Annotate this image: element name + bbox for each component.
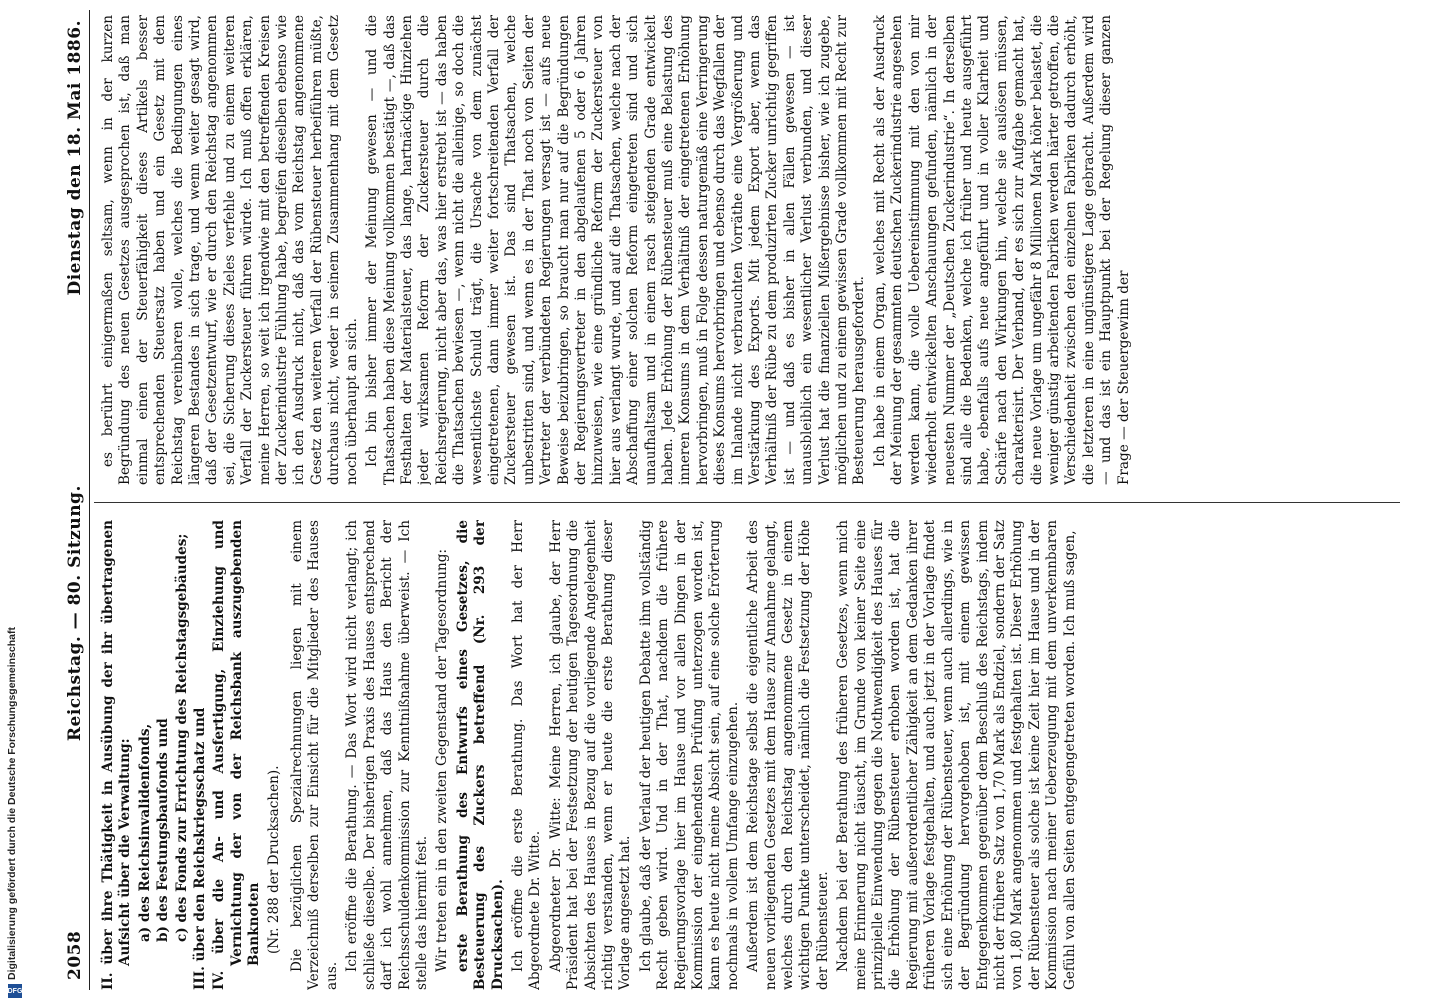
column-divider xyxy=(94,502,1400,503)
agenda-item-3: III. über den Reichskriegsschatz und xyxy=(192,707,209,990)
digitization-credit xyxy=(2,600,28,1000)
agenda-sub-c: c) des Fonds zur Errichtung des Reichstagsgebäudes; xyxy=(173,533,190,942)
paragraph: Ich eröffne die Berathung. — Das Wort wird nicht verlangt; ich schließe dieselbe. Der bisherigen Praxis des Hauses entsprechend darf ich wohl annehmen, daß das Haus den Bericht der Reichsschuldenkommission zur Kenntnißnahme überweist. — Ich stelle das hiermit fest. xyxy=(344,520,430,990)
credit-text: Digitalisierung gefördert durch die Deutsche Forschungsgemeinschaft xyxy=(6,627,18,980)
paragraph: Ich habe in einem Organ, welches mit Recht als der Ausdruck der Meinung der gesammten deutschen Zuckerindustrie angesehen werden kann, die volle Uebereinstimmung mit den von mir wiederholt entwickelten Anschauungen gefunden, nämlich in der neuesten Nummer der „Deutschen Zuckerindustrie“. In derselben sind alle die Bedenken, welche ich früher und heute ausgeführt habe, ebenfalls aufs neue angeführt und in voller Klarheit und Schärfe nach den Wirkungen hin, welche sie auslösen müssen, charakterisirt. Der Verband, der es sich zur Aufgabe gemacht hat, die neue Vorlage um ungefähr 8 Millionen Mark höher belastet, die weniger günstig arbeitenden Fabriken werden härter getroffen, die Verschiedenheit zwischen den einzelnen Fabriken dadurch erhöht, die letzteren in eine ungünstigere Lage gebracht. Außerdem wird — und das ist ein Hauptpunkt bei der Regelung dieser ganzen Frage — der Steuergewinn der xyxy=(871,15,1132,485)
agenda-heading: erste Berathung des Entwurfs eines Gesetzes, die Besteuerung des Zuckers betreffend (Nr. 293 der Drucksachen). xyxy=(454,520,506,990)
header-title: Reichstag. — 80. Sitzung. xyxy=(64,485,85,742)
agenda-item-2: II. über ihre Thätigkeit in Ausübung der ihr übertragenen Aufsicht über die Verwaltung: xyxy=(100,520,134,990)
paragraph: Nachdem bei der Berathung des früheren Gesetzes, wenn mich meine Erinnerung nicht täuscht, im Grunde von keiner Seite eine prinzipielle Einwendung gegen die Nothwendigkeit des Hauses für die Erhöhung der Rübensteuer erhoben worden ist, hat die Regierung mit außerordentlicher Zähigkeit an dem Gedanken ihrer früheren Vorlage festgehalten, und auch jetzt in der Vorlage findet sich eine Erhöhung der Rübensteuer, wenn auch allerdings, wie in der Begründung hervorgehoben ist, mit einem gewissen Entgegenkommen gegenüber dem Beschluß des Reichstags, indem nicht der frühere Satz von 1,70 Mark als Endziel, sondern der Satz von 1,80 Mark angenommen und festgehalten ist. Dieser Erhöhung der Rübensteuer als solche ist keine Zeit hier im Hause und in der Kommission nach meiner Ueberzeugung mit dem unverkennbaren Gefühl von allen Seiten entgegengetreten worden. Ich muß sagen, xyxy=(835,520,1078,990)
agenda-sub-b: b) des Festungsbaufonds und xyxy=(155,718,172,942)
running-head xyxy=(60,10,90,990)
right-column xyxy=(100,15,1400,485)
paragraph: Wir treten ein in den zweiten Gegenstand der Tagesordnung: xyxy=(434,548,451,972)
header-date: Dienstag den 18. Mai 1886. xyxy=(64,20,85,296)
paragraph: Die bezüglichen Spezialrechnungen liegen mit einem Verzeichniß derselben zur Einsicht für die Mitglieder des Hauses aus. xyxy=(289,520,340,990)
agenda-note: (Nr. 288 der Drucksachen). xyxy=(265,765,282,954)
paragraph: Außerdem ist dem Reichstage selbst die eigentliche Arbeit des neuen vorliegenden Gesetzes mit dem Hause zur Annahme gelangt, welches durch den Reichstag angenommene Gesetz in einem wichtigen Punkte unterscheidet, nämlich die Festsetzung der Höhe der Rübensteuer. xyxy=(745,520,831,990)
agenda-sub-a: a) des Reichsinvalidenfonds, xyxy=(136,723,153,942)
agenda-item-4: IV. über die An- und Ausfertigung, Einziehung und Vernichtung der von der Reichsbank auszugebenden Banknoten xyxy=(211,520,263,990)
page-number: 2058 xyxy=(64,930,85,980)
paragraph: Ich eröffne die erste Berathung. Das Wort hat der Herr Abgeordnete Dr. Witte. xyxy=(509,520,544,990)
dfg-logo-icon: DFG xyxy=(8,984,22,998)
paragraph: Ich glaube, daß der Verlauf der heutigen Debatte ihm vollständig Recht geben wird. Und in der That, nachdem die frühere Regierungsvorlage hier im Hause und vor allen Dingen in der Kommission der eingehendsten Prüfung unterzogen worden ist, kann es heute nicht meine Absicht sein, auf eine solche Erörterung nochmals in vollem Umfange einzugehen. xyxy=(637,520,741,990)
left-column xyxy=(100,520,1400,990)
paragraph: Ich bin bisher immer der Meinung gewesen — und die Thatsachen haben diese Meinung vollkommen bestätigt —, daß das Festhalten der Materialsteuer, das lange, hartnäckige Hinziehen jeder wirksamen Reform der Zuckersteuer durch die Reichsregierung, nicht aber das, was hier erstrebt ist — das haben die Thatsachen bewiesen —, wenn nicht die alleinige, so doch die wesentlichste Schuld trägt, die Ursache von dem zunächst eingetretenen, dann immer weiter fortschreitenden Verfall der Zuckersteuer gewesen ist. Das sind Thatsachen, welche unbestritten sind, und wenn es in der That noch von Seiten der Vertreter der verbündeten Regierungen versagt ist — aufs neue Beweise beizubringen, so braucht man nur auf die Begründungen der Regierungsvertreter in den abgelaufenen 5 oder 6 Jahren hinzuweisen, wie eine gründliche Reform der Zuckersteuer von hier aus verlangt wurde, und auf die Thatsachen, welche nach der Abschaffung einer solchen Reform eingetreten sind und sich unaufhaltsam und in einem rasch steigenden Grade entwickelt haben. Jede Erhöhung der Rübensteuer muß eine Belastung des inneren Konsums in dem Verhältniß der eingetretenen Erhöhung hervorbringen, muß in Folge dessen naturgemäß eine Verringerung dieses Konsums hervorbringen und ebenso durch das Wegfallen der im Inlande nicht verbrauchten Vorräthe eine Vergrößerung und Verstärkung des Exports. Mit jedem Export aber, wenn das Verhältniß der Rübe zu dem produzirten Zucker unrichtig gegriffen ist — und daß es bisher in allen Fällen gewesen — ist unausbleiblich ein wesentlicher Verlust verbunden, und dieser Verlust hat die finanziellen Mißergebnisse bisher, wie ich zugebe, möglichen und zu einem gewissen Grade vollkommen mit Recht zur Besteuerung herausgefordert. xyxy=(364,15,868,485)
paragraph: Abgeordneter Dr. Witte: Meine Herren, ich glaube, der Herr Präsident hat bei der Festsetzung der heutigen Tagesordnung die Absichten des Hauses in Bezug auf die vorliegende Angelegenheit richtig verstanden, wenn er heute die erste Berathung dieser Vorlage angesetzt hat. xyxy=(547,520,634,990)
paragraph: es berührt einigermaßen seltsam, wenn in der kurzen Begründung des neuen Gesetzes ausgesprochen ist, daß man einmal einen der Steuerfähigkeit dieses Artikels besser entsprechenden Steuersatz haben und ein Gesetz mit dem Reichstag vereinbaren wolle, welches die Bedingungen eines längeren Bestandes in sich trage, und wenn weiter gesagt wird, daß der Gesetzentwurf, wie er durch den Reichstag angenommen sei, die Sicherung dieses Zieles verfehle und zu einem weiteren Verfall der Zuckersteuer führen würde. Ich muß offen erklären, meine Herren, so weit ich irgendwie mit den betreffenden Kreisen der Zuckerindustrie Fühlung habe, begreifen dieselben ebenso wie ich den Ausdruck nicht, daß das vom Reichstag angenommene Gesetz den weiteren Verfall der Rübensteuer herbeiführen müßte, durchaus nicht, weder in seinem Zusammenhang mit dem Gesetz noch überhaupt an sich. xyxy=(100,15,360,485)
document-page xyxy=(60,10,1400,990)
